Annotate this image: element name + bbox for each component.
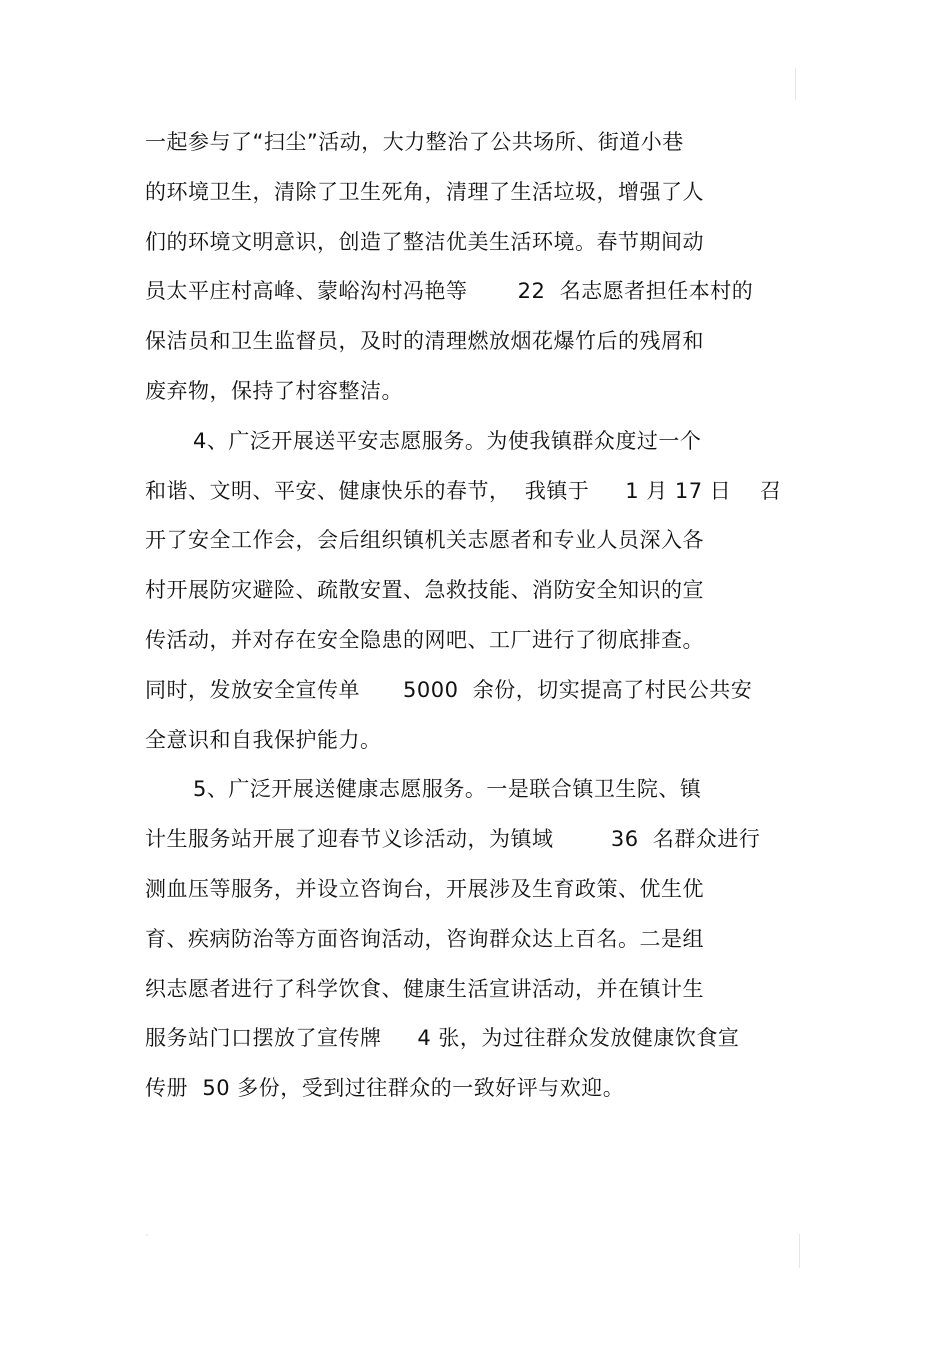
page-edge-dot — [146, 1234, 148, 1236]
text-line-15: 计生服务站开展了迎春节义诊活动，为镇域 36 名群众进行 — [145, 827, 761, 851]
text-line-13: 全意识和自我保护能力。 — [145, 728, 382, 752]
text-line-19: 服务站门口摆放了宣传牌 4 张，为过往群众发放健康饮食宣 — [145, 1026, 740, 1050]
text-line-8: 和谐、文明、平安、健康快乐的春节， 我镇于 1 月 17 日 召 — [145, 479, 782, 503]
text-line-11: 传活动，并对存在安全隐患的网吧、工厂进行了彻底排查。 — [145, 628, 704, 652]
text-line-6: 废弃物，保持了村容整洁。 — [145, 379, 403, 403]
paragraph-5-heading-line: 5、广泛开展送健康志愿服务。一是联合镇卫生院、镇 — [193, 777, 702, 801]
page-edge-mark-top — [795, 68, 796, 100]
text-line-2: 的环境卫生，清除了卫生死角，清理了生活垃圾，增强了人 — [145, 180, 704, 204]
text-line-20: 传册 50 多份，受到过往群众的一致好评与欢迎。 — [145, 1076, 625, 1100]
text-line-9: 开了安全工作会，会后组织镇机关志愿者和专业人员深入各 — [145, 528, 704, 552]
text-line-17: 育、疾病防治等方面咨询活动，咨询群众达上百名。二是组 — [145, 927, 704, 951]
text-line-10: 村开展防灾避险、疏散安置、急救技能、消防安全知识的宣 — [145, 578, 704, 602]
text-line-16: 测血压等服务，并设立咨询台，开展涉及生育政策、优生优 — [145, 877, 704, 901]
text-line-5: 保洁员和卫生监督员，及时的清理燃放烟花爆竹后的残屑和 — [145, 329, 704, 353]
page-edge-mark-bottom — [799, 1234, 800, 1268]
text-line-12: 同时，发放安全宣传单 5000 余份，切实提高了村民公共安 — [145, 678, 753, 702]
paragraph-4-heading-line: 4、广泛开展送平安志愿服务。为使我镇群众度过一个 — [193, 429, 702, 453]
text-line-18: 织志愿者进行了科学饮食、健康生活宣讲活动，并在镇计生 — [145, 977, 704, 1001]
text-line-3: 们的环境文明意识，创造了整洁优美生活环境。春节期间动 — [145, 230, 704, 254]
text-line-1: 一起参与了“扫尘”活动，大力整治了公共场所、街道小巷 — [145, 130, 684, 154]
text-line-4: 员太平庄村高峰、蒙峪沟村冯艳等 22 名志愿者担任本村的 — [145, 279, 754, 303]
